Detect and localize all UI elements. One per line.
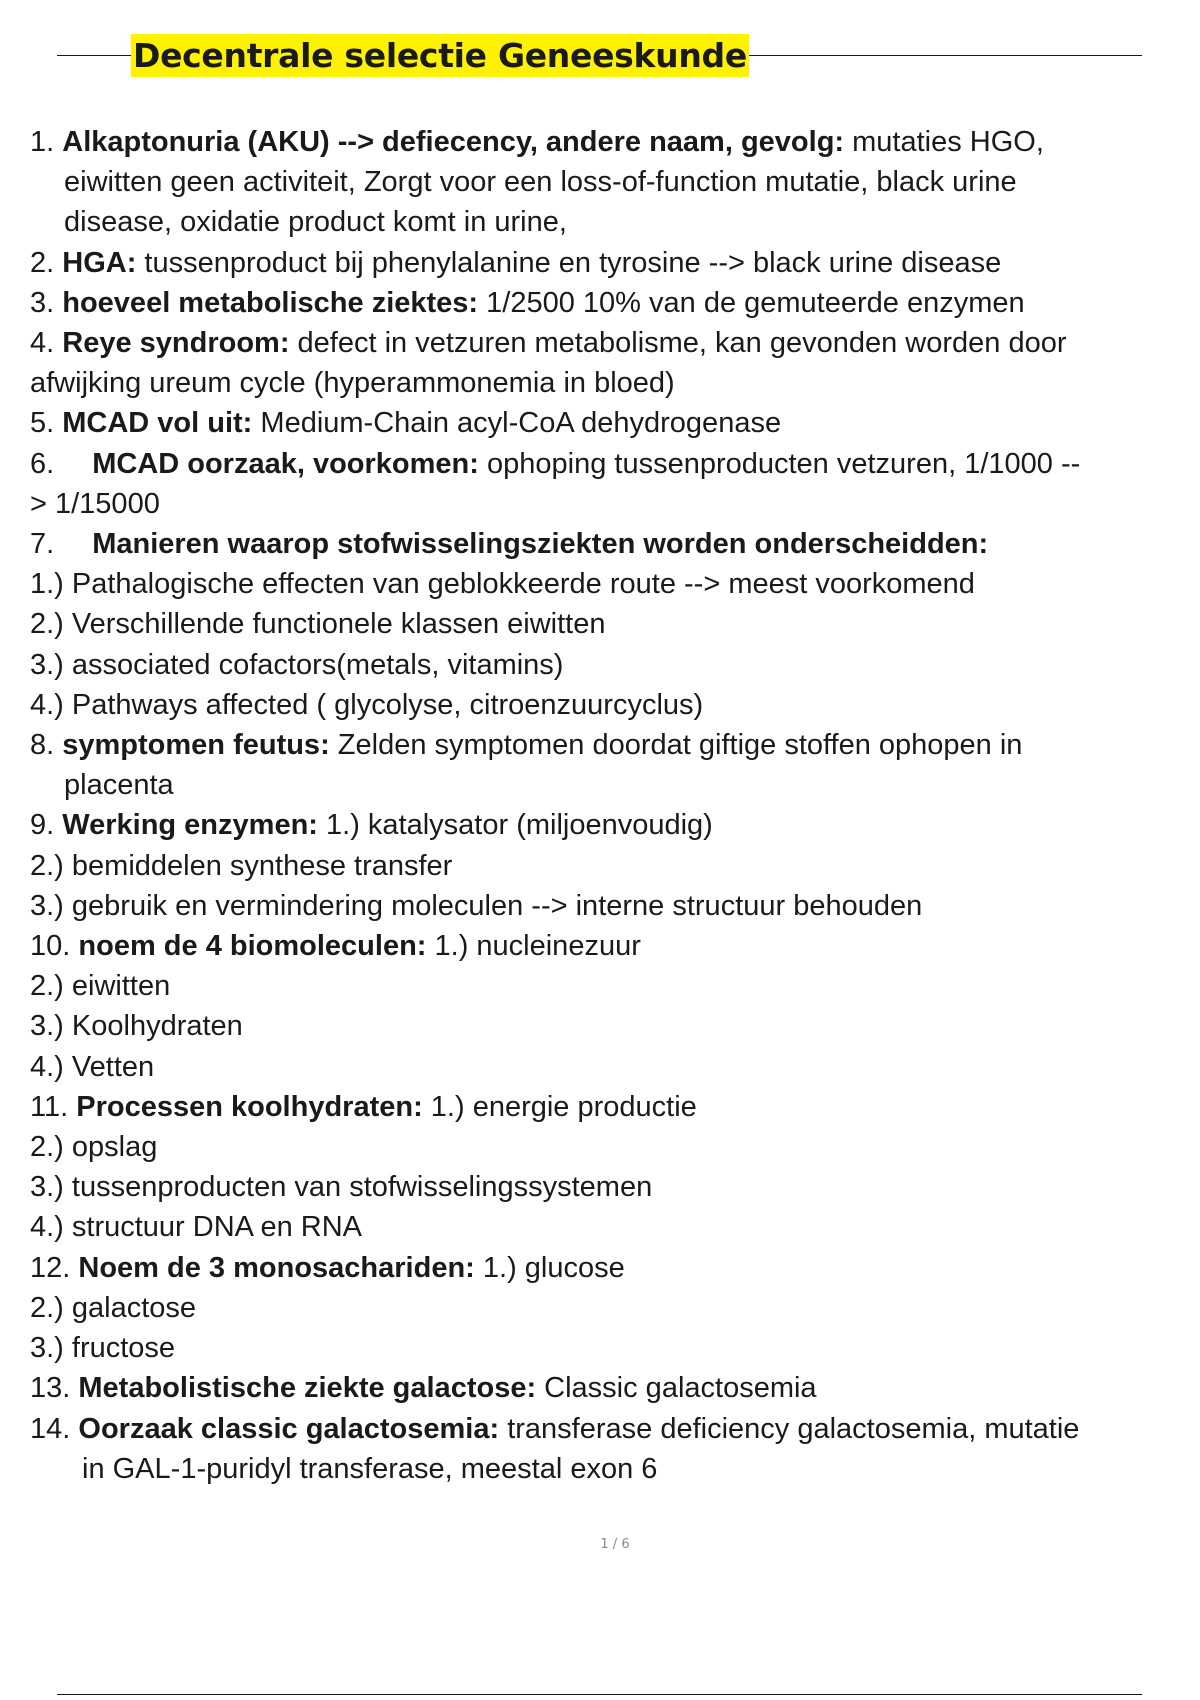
- title-rule-right: [749, 55, 1142, 56]
- list-item-14-cont: in GAL-1-puridyl transferase, meestal exon 6: [82, 1452, 658, 1485]
- sub-item: 3.) gebruik en vermindering moleculen --> interne structuur behouden: [30, 889, 923, 922]
- list-item-5: 5. MCAD vol uit: Medium-Chain acyl-CoA dehydrogenase: [30, 407, 782, 440]
- list-item-8-cont: placenta: [64, 769, 174, 802]
- title-rule-left: [57, 55, 131, 56]
- sub-item: 2.) eiwitten: [30, 970, 171, 1003]
- sub-item: 4.) Pathways affected ( glycolyse, citroenzuurcyclus): [30, 688, 704, 721]
- list-item-13: 13. Metabolistische ziekte galactose: Classic galactosemia: [30, 1372, 817, 1405]
- sub-item: 2.) bemiddelen synthese transfer: [30, 849, 453, 882]
- sub-item: 2.) galactose: [30, 1291, 197, 1324]
- sub-item: 2.) Verschillende functionele klassen eiwitten: [30, 608, 606, 641]
- list-item-12: 12. Noem de 3 monosachariden: 1.) glucose: [30, 1251, 625, 1284]
- list-item-4-cont: afwijking ureum cycle (hyperammonemia in bloed): [30, 367, 675, 400]
- list-item-1-cont: disease, oxidatie product komt in urine,: [64, 206, 567, 239]
- list-item-9: 9. Werking enzymen: 1.) katalysator (miljoenvoudig): [30, 809, 713, 842]
- list-item-7: 7. Manieren waarop stofwisselingsziekten worden onderscheidden:: [30, 528, 989, 561]
- sub-item: 4.) structuur DNA en RNA: [30, 1211, 362, 1244]
- list-item-11: 11. Processen koolhydraten: 1.) energie productie: [30, 1090, 697, 1123]
- question-list: [30, 122, 1190, 1489]
- list-item-1: 1. Alkaptonuria (AKU) --> defiecency, andere naam, gevolg: mutaties HGO,: [30, 126, 1044, 158]
- list-item-8: 8. symptomen feutus: Zelden symptomen doordat giftige stoffen ophopen in: [30, 729, 1023, 762]
- list-item-6-cont: > 1/15000: [30, 487, 160, 520]
- sub-item: 3.) associated cofactors(metals, vitamins): [30, 648, 564, 681]
- bottom-rule: [57, 1694, 1142, 1695]
- sub-item: 3.) Koolhydraten: [30, 1010, 243, 1043]
- title-row: [57, 28, 1142, 82]
- list-item-6: 6. MCAD oorzaak, voorkomen: ophoping tussenproducten vetzuren, 1/1000 --: [30, 447, 1081, 480]
- list-item-2: 2. HGA: tussenproduct bij phenylalanine en tyrosine --> black urine disease: [30, 246, 1002, 279]
- list-item-1-cont: eiwitten geen activiteit, Zorgt voor een loss-of-function mutatie, black urine: [64, 166, 1017, 199]
- list-item-4: 4. Reye syndroom: defect in vetzuren metabolisme, kan gevonden worden door: [30, 327, 1067, 360]
- sub-item: 1.) Pathalogische effecten van geblokkeerde route --> meest voorkomend: [30, 568, 975, 601]
- list-item-3: 3. hoeveel metabolische ziektes: 1/2500 10% van de gemuteerde enzymen: [30, 286, 1025, 319]
- list-item-10: 10. noem de 4 biomoleculen: 1.) nucleinezuur: [30, 930, 641, 963]
- page-number: 1 / 6: [600, 1537, 630, 1552]
- sub-item: 3.) tussenproducten van stofwisselingssystemen: [30, 1171, 653, 1204]
- sub-item: 2.) opslag: [30, 1131, 158, 1164]
- page-title: Decentrale selectie Geneeskunde: [133, 35, 747, 75]
- list-item-14: 14. Oorzaak classic galactosemia: transferase deficiency galactosemia, mutatie: [30, 1412, 1080, 1445]
- sub-item: 3.) fructose: [30, 1332, 176, 1365]
- sub-item: 4.) Vetten: [30, 1050, 155, 1083]
